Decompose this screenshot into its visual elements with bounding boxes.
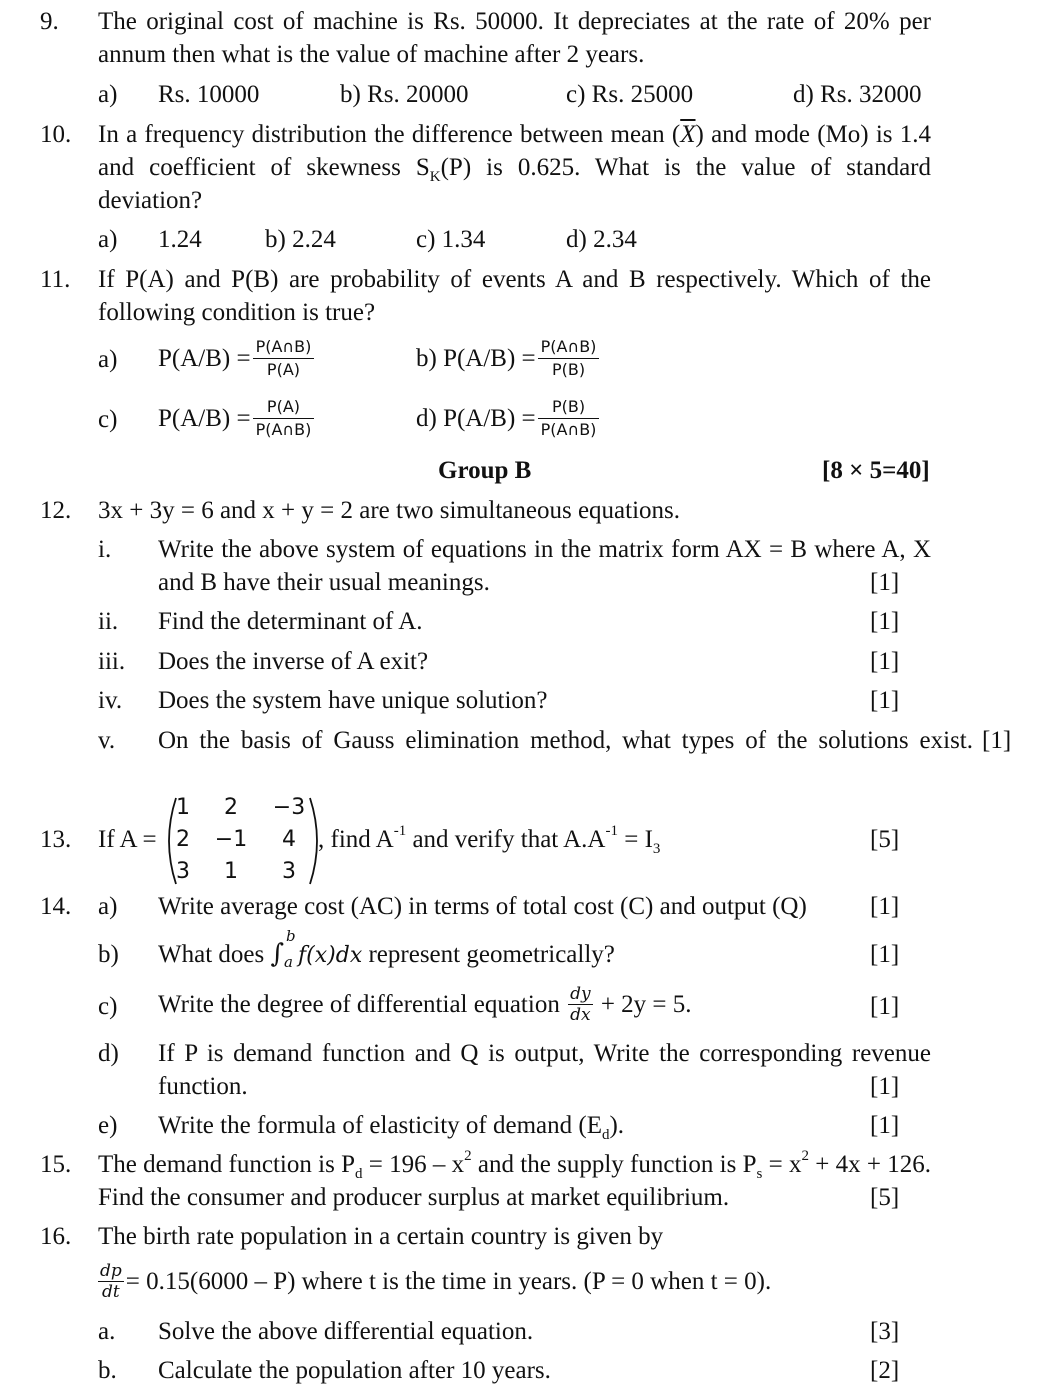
q12-v-text: On the basis of Gauss elimination method, what types of the solutions exist. xyxy=(158,727,973,754)
q16-a-label: a. xyxy=(98,1318,116,1345)
x-bar-symbol: $\overline{X}$ xyxy=(680,121,696,148)
q15-line2: Find the consumer and producer surplus at market equilibrium. xyxy=(98,1184,730,1211)
q16-a-text: Solve the above differential equation. xyxy=(158,1318,534,1345)
q11-option-a-fraction: $\frac{P(A\cap B)}{P(A)}$ xyxy=(253,336,315,381)
q9-option-b: b) Rs. 20000 xyxy=(340,81,469,108)
q11-option-d: d) P(A/B) = $\frac{P(B)}{P(A\cap B)}$ xyxy=(416,396,601,441)
q16-b-label: b. xyxy=(98,1357,117,1384)
q14-number: 14. xyxy=(40,893,72,920)
q12-number: 12. xyxy=(40,497,72,524)
q15-number: 15. xyxy=(40,1151,72,1178)
q12-iii-text: Does the inverse of A exit? xyxy=(158,648,429,675)
q10-number: 10. xyxy=(40,121,72,148)
q11-option-c: P(A/B) = $\frac{P(A)}{P(A\cap B)}$ xyxy=(158,396,316,441)
matrix-a xyxy=(158,794,328,888)
q14-d-line1: If P is demand function and Q is output, Write the corresponding revenue xyxy=(158,1040,931,1067)
q11-line1: If P(A) and P(B) are probability of events A and B respectively. Which of the xyxy=(98,266,931,293)
q16-number: 16. xyxy=(40,1223,72,1250)
q10-option-c: c) 1.34 xyxy=(416,226,486,253)
q12-iv-label: iv. xyxy=(98,687,123,714)
q16-b-mark: [2] xyxy=(870,1357,900,1384)
q9-number: 9. xyxy=(40,8,59,35)
q14-e-mark: [1] xyxy=(870,1112,900,1139)
q9-line2: annum then what is the value of machine after 2 years. xyxy=(98,41,645,68)
q13-suffix: , find $A^{-1}$ and verify that $A.A^{-1} = I_3$ xyxy=(318,822,661,857)
q11-option-c-label: c) xyxy=(98,406,118,433)
q15-mark: [5] xyxy=(870,1184,900,1211)
q14-c-text: Write the degree of differential equation $\frac{dy}{dx}$ + 2y = 5. xyxy=(158,984,692,1025)
q10-line3: deviation? xyxy=(98,187,203,214)
q12-iii-mark: [1] xyxy=(870,648,900,675)
q9-option-d: d) Rs. 32000 xyxy=(793,81,922,108)
q11-line2: following condition is true? xyxy=(98,299,376,326)
q13-number: 13. xyxy=(40,826,72,853)
q11-option-a: P(A/B) = $\frac{P(A\cap B)}{P(A)}$ xyxy=(158,336,316,381)
q14-c-mark: [1] xyxy=(870,993,900,1020)
q12-ii-mark: [1] xyxy=(870,608,900,635)
integral-symbol: ∫ xyxy=(270,939,285,969)
q10-line1: In a frequency distribution the difference between mean $(\overline{X})$ and mode (Mo) is 1.4 xyxy=(98,121,931,148)
q14-e-label: e) xyxy=(98,1112,118,1139)
q10-line2: and coefficient of skewness $S_K(P)$ is 0.625. What is the value of standard xyxy=(98,154,931,185)
matrix-cell: 2 xyxy=(176,827,190,852)
q14-a-text: Write average cost (AC) in terms of total cost (C) and output (Q) xyxy=(158,893,807,920)
q13-prefix: If A = xyxy=(98,826,157,853)
q12-i-line1: Write the above system of equations in the matrix form AX = B where A, X xyxy=(158,536,931,563)
q14-b-label: b) xyxy=(98,941,119,968)
dy-dx-fraction: $\frac{dy}{dx}$ xyxy=(570,984,591,1025)
q14-a-label: a) xyxy=(98,893,118,920)
q10-option-d: d) 2.34 xyxy=(566,226,637,253)
group-b-marks: [8 × 5=40] xyxy=(822,457,930,484)
q13-mark: [5] xyxy=(870,826,900,853)
q16-equation: $\frac{dp}{dt}$ = 0.15(6000 – P) where t is the time in years. (P = 0 when t = 0). xyxy=(100,1261,772,1302)
q9-option-a: Rs. 10000 xyxy=(158,81,260,108)
q12-iv-text: Does the system have unique solution? xyxy=(158,687,548,714)
matrix-cell: 4 xyxy=(282,827,296,852)
q16-b-text: Calculate the population after 10 years. xyxy=(158,1357,551,1384)
q14-d-mark: [1] xyxy=(870,1073,900,1100)
q9-option-c: c) Rs. 25000 xyxy=(566,81,694,108)
q10-option-b: b) 2.24 xyxy=(265,226,336,253)
q14-e-text: Write the formula of elasticity of demand $(E_d)$. xyxy=(158,1112,625,1143)
q14-b-mark: [1] xyxy=(870,941,900,968)
q12-ii-text: Find the determinant of A. xyxy=(158,608,423,635)
q9-line1: The original cost of machine is Rs. 50000. It depreciates at the rate of 20% per xyxy=(98,8,931,35)
q14-b-text: What does ∫ b a f(x)dx represent geometrically? xyxy=(158,927,615,971)
matrix-cell: −3 xyxy=(272,795,306,820)
q12-i-label: i. xyxy=(98,536,112,563)
q11-option-c-fraction: $\frac{P(A)}{P(A\cap B)}$ xyxy=(253,396,315,441)
q12-ii-label: ii. xyxy=(98,608,119,635)
matrix-cell: 1 xyxy=(224,859,238,884)
q12-v-label: v. xyxy=(98,727,116,754)
q12-iii-label: iii. xyxy=(98,648,126,675)
q11-number: 11. xyxy=(40,266,71,293)
matrix-cell: 3 xyxy=(282,859,296,884)
matrix-cell: 2 xyxy=(224,795,238,820)
group-b-heading: Group B xyxy=(438,457,532,484)
q14-d-line2: function. xyxy=(158,1073,248,1100)
q12-i-mark: [1] xyxy=(870,569,900,596)
q12-iv-mark: [1] xyxy=(870,687,900,714)
q11-option-a-label: a) xyxy=(98,346,118,373)
q16-a-mark: [3] xyxy=(870,1318,900,1345)
matrix-cell: 1 xyxy=(176,795,190,820)
dp-dt-fraction: $\frac{dp}{dt}$ xyxy=(100,1261,122,1302)
q14-c-label: c) xyxy=(98,993,118,1020)
matrix-cell: −1 xyxy=(214,827,248,852)
q12-stem: 3x + 3y = 6 and x + y = 2 are two simultaneous equations. xyxy=(98,497,681,524)
q10-option-a-label: a) xyxy=(98,226,118,253)
q9-option-a-label: a) xyxy=(98,81,118,108)
q14-d-label: d) xyxy=(98,1040,119,1067)
matrix-cell: 3 xyxy=(176,859,190,884)
q11-option-b: b) P(A/B) = $\frac{P(A\cap B)}{P(B)}$ xyxy=(416,336,601,381)
q11-option-d-fraction: $\frac{P(B)}{P(A\cap B)}$ xyxy=(538,396,600,441)
q12-v-mark: [1] xyxy=(982,727,1012,754)
q10-option-a: 1.24 xyxy=(158,226,202,253)
q12-i-line2: and B have their usual meanings. xyxy=(158,569,490,596)
q15-line1: The demand function is $P_d = 196 - x^2$ and the supply function is $P_s = x^2 + 4x + 126$. xyxy=(98,1147,931,1182)
q11-option-b-fraction: $\frac{P(A\cap B)}{P(B)}$ xyxy=(538,336,600,381)
q16-line1: The birth rate population in a certain country is given by xyxy=(98,1223,664,1250)
q14-a-mark: [1] xyxy=(870,893,900,920)
